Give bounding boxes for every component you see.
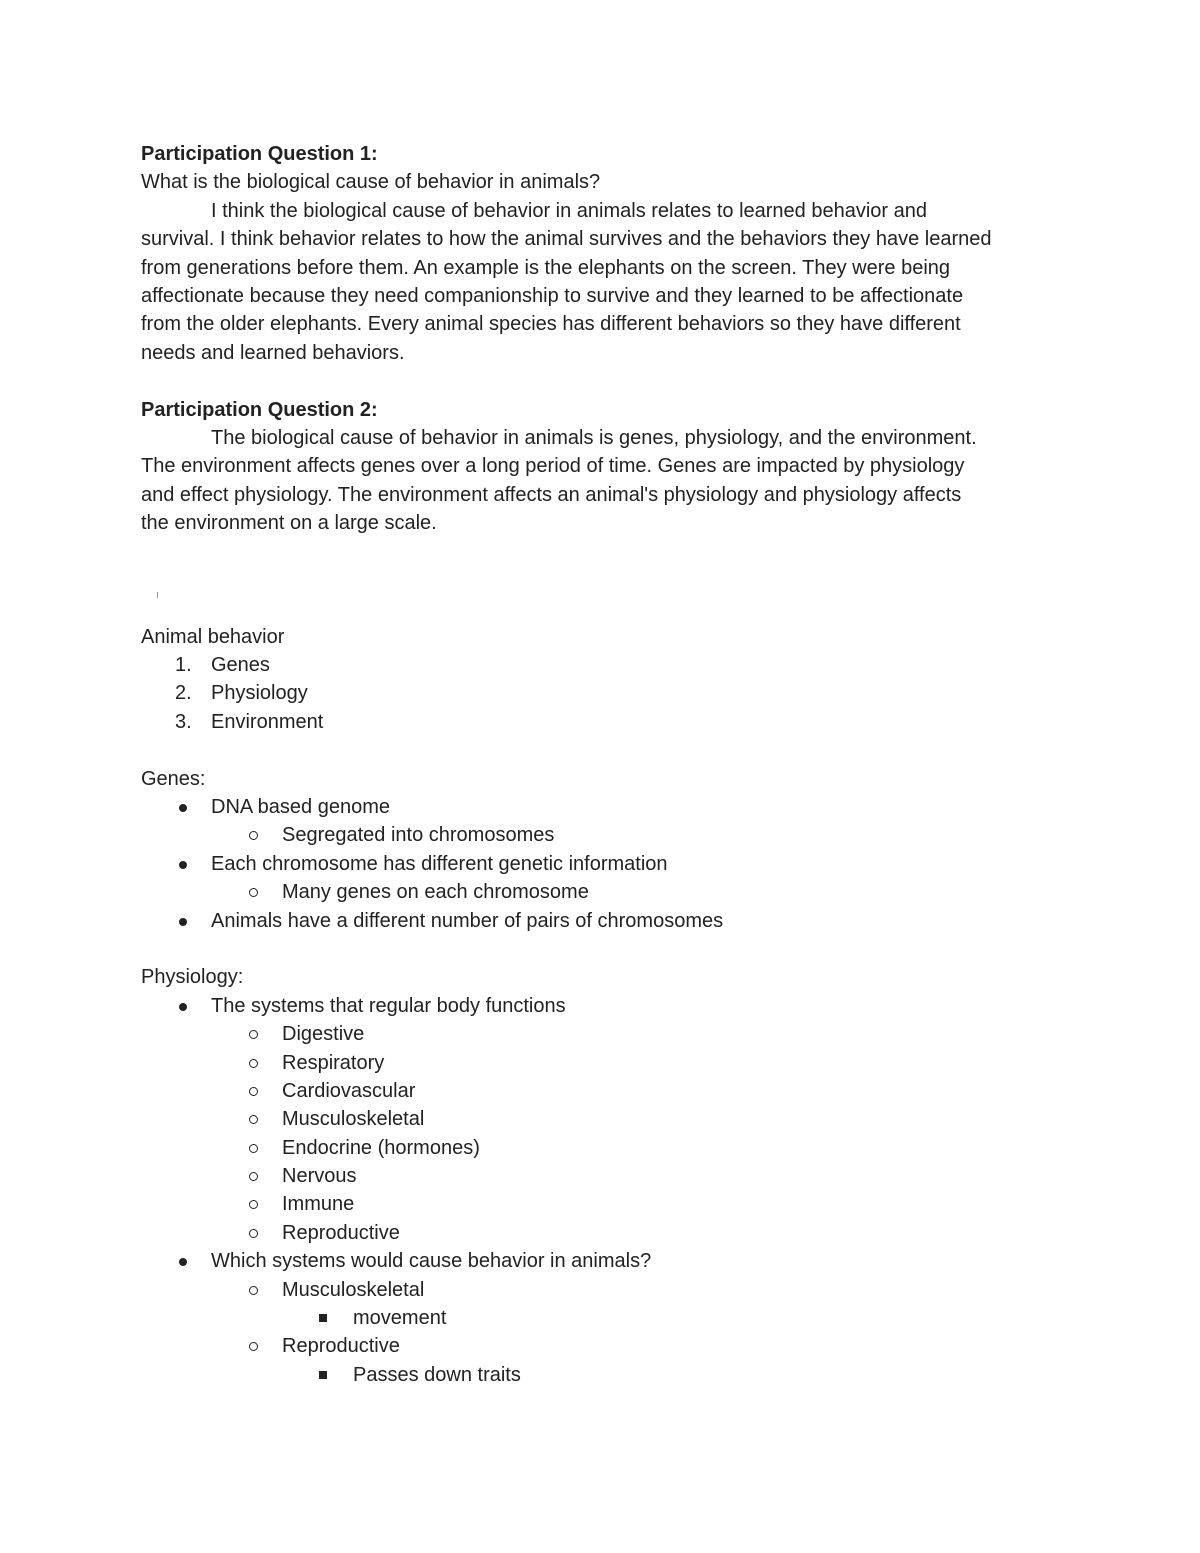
list-item: Musculoskeletal: [141, 1105, 1071, 1133]
bullet-icon: [249, 888, 258, 897]
list-item: Cardiovascular: [141, 1077, 1071, 1105]
list-item: Musculoskeletal: [141, 1276, 1071, 1304]
list-item: Reproductive: [141, 1219, 1071, 1247]
bullet-icon: [249, 1200, 258, 1209]
list-item: Animals have a different number of pairs of chromosomes: [141, 907, 1071, 935]
list-item: DNA based genome: [141, 793, 1071, 821]
q2-answer-line: and effect physiology. The environment affects an animal's physiology and physiology affects: [141, 483, 962, 506]
q1-answer-line: from generations before them. An example is the elephants on the screen. They were being: [141, 256, 951, 279]
bullet-icon: [319, 1314, 327, 1322]
bullet-icon: [249, 1059, 258, 1068]
bullet-icon: [179, 918, 187, 926]
list-item: The systems that regular body functions: [141, 992, 1071, 1020]
bullet-icon: [249, 1342, 258, 1351]
genes-title: Genes:: [141, 767, 206, 790]
bullet-icon: [249, 1172, 258, 1181]
bullet-icon: [179, 804, 187, 812]
q1-answer-line: needs and learned behaviors.: [141, 341, 405, 364]
bullet-icon: [179, 1258, 187, 1266]
bullet-icon: [249, 1087, 258, 1096]
list-item: Immune: [141, 1190, 1071, 1218]
list-item: Respiratory: [141, 1049, 1071, 1077]
bullet-icon: [249, 1229, 258, 1238]
list-item: movement: [141, 1304, 1071, 1332]
bullet-icon: [249, 1144, 258, 1153]
bullet-icon: [179, 861, 187, 869]
q1-question: What is the biological cause of behavior in animals?: [141, 171, 601, 194]
q2-answer-line: The biological cause of behavior in animals is genes, physiology, and the environment.: [211, 426, 977, 449]
list-item: Reproductive: [141, 1332, 1071, 1360]
q1-answer-line: from the older elephants. Every animal species has different behaviors so they have different: [141, 313, 961, 336]
bullet-icon: [249, 1286, 258, 1295]
q1-answer-line: survival. I think behavior relates to how the animal survives and the behaviors they have learned: [141, 228, 992, 251]
bullet-icon: [249, 831, 258, 840]
list-item: Each chromosome has different genetic information: [141, 850, 1071, 878]
bullet-icon: [249, 1030, 258, 1039]
list-item: Endocrine (hormones): [141, 1134, 1071, 1162]
list-item: 1. Genes: [175, 654, 270, 677]
q1-answer-line: I think the biological cause of behavior in animals relates to learned behavior and: [211, 199, 927, 222]
list-item: Which systems would cause behavior in animals?: [141, 1247, 1071, 1275]
bullet-icon: [319, 1371, 327, 1379]
q1-answer-line: affectionate because they need companionship to survive and they learned to be affectionate: [141, 284, 964, 307]
list-item: 2. Physiology: [175, 682, 308, 705]
bullet-icon: [249, 1115, 258, 1124]
q2-heading: Participation Question 2:: [141, 398, 378, 421]
animal-behavior-list: [141, 651, 1071, 736]
list-item: Nervous: [141, 1162, 1071, 1190]
list-item: 3. Environment: [175, 710, 324, 733]
list-item: Digestive: [141, 1020, 1071, 1048]
q2-answer-line: the environment on a large scale.: [141, 512, 437, 535]
list-item: Segregated into chromosomes: [141, 821, 1071, 849]
physiology-title: Physiology:: [141, 966, 244, 989]
q2-answer-line: The environment affects genes over a long period of time. Genes are impacted by physiology: [141, 455, 965, 478]
q1-heading: Participation Question 1:: [141, 143, 378, 165]
list-item: Many genes on each chromosome: [141, 878, 1071, 906]
bullet-icon: [179, 1003, 187, 1011]
animal-behavior-title: Animal behavior: [141, 625, 285, 648]
list-item: Passes down traits: [141, 1361, 1071, 1389]
document-body: [141, 140, 1071, 1389]
